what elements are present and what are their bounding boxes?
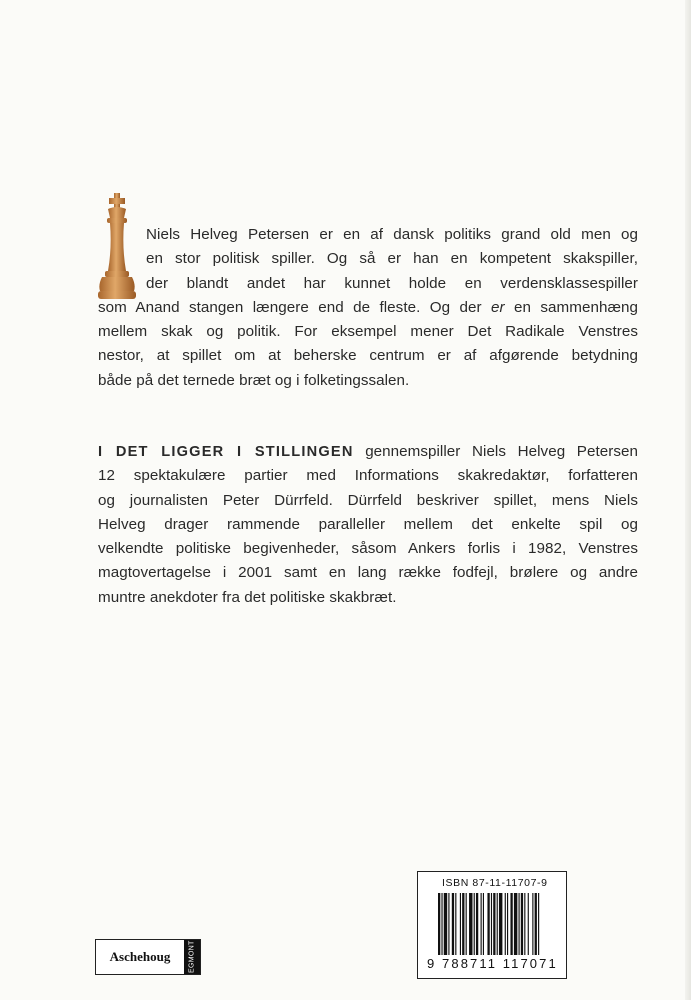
text-span: en sammenhæng: [504, 298, 638, 316]
text-line: en stor politisk spiller. Og så er han en kompetent skakspiller,: [146, 250, 638, 268]
publisher-group: EGMONT: [184, 940, 200, 974]
barcode-bar: [448, 893, 449, 955]
barcode-bar: [491, 893, 492, 955]
barcode-bar: [474, 893, 475, 955]
barcode-bar: [444, 893, 447, 955]
barcode-bar: [438, 893, 440, 955]
page-edge: [685, 0, 691, 1000]
barcode-bar: [469, 893, 472, 955]
text-line: [98, 296, 638, 320]
barcode-bar: [519, 893, 520, 955]
barcode-bar: [476, 893, 478, 955]
barcode-bar: [493, 893, 495, 955]
text-line: mellem skak og politik. For eksempel mener Det Radikale Venstres: [98, 323, 638, 341]
barcode-bar: [460, 893, 461, 955]
barcode-bar: [462, 893, 464, 955]
barcode-bar: [514, 893, 517, 955]
barcode-bar: [487, 893, 489, 955]
text-line: 12 spektakulære partier med Informations skakredaktør, forfatteren: [98, 467, 638, 485]
barcode-bar: [499, 893, 502, 955]
isbn-label: ISBN 87-11-11707-9: [442, 877, 548, 889]
barcode-bar: [528, 893, 529, 955]
publisher-logo: [95, 939, 201, 975]
barcode-bars: [438, 893, 550, 955]
isbn-barcode: [417, 871, 567, 979]
barcode-bar: [452, 893, 454, 955]
barcode-bar: [524, 893, 525, 955]
text-line: velkendte politiske begivenheder, såsom Ankers forlis i 1982, Venstres: [98, 540, 638, 558]
emphasis-text: er: [491, 298, 505, 316]
description-paragraph: [98, 440, 638, 610]
text-line: Helveg drager rammende paralleller mellem det enkelte spil og: [98, 515, 638, 533]
text-line: Niels Helveg Petersen er en af dansk politiks grand old men og: [146, 226, 638, 243]
text-line: [98, 440, 638, 464]
book-title: I DET LIGGER I STILLINGEN: [98, 444, 354, 460]
barcode-bar: [532, 893, 533, 955]
barcode-bar: [497, 893, 498, 955]
text-span: som Anand stangen længere end de fleste. Og der: [98, 298, 492, 316]
barcode-bar: [441, 893, 442, 955]
publisher-name: Aschehoug: [109, 949, 171, 964]
barcode-bar: [510, 893, 512, 955]
barcode-bar: [466, 893, 467, 955]
text-span: gennemspiller Niels Helveg Petersen: [353, 443, 638, 460]
barcode-bar: [483, 893, 484, 955]
text-line: muntre anekdoter fra det politiske skakbræt.: [98, 588, 397, 606]
text-line: både på det ternede bræt og i folketingssalen.: [98, 371, 410, 389]
text-line: der blandt andet har kunnet holde en verdensklassespiller: [146, 274, 638, 292]
barcode-bar: [455, 893, 456, 955]
text-line: og journalisten Peter Dürrfeld. Dürrfeld beskriver spillet, mens Niels: [98, 491, 638, 509]
barcode-bar: [507, 893, 508, 955]
intro-paragraph: [98, 223, 638, 393]
text-line: magtovertagelse i 2001 samt en lang række fodfejl, brølere og andre: [98, 564, 638, 582]
barcode-bar: [538, 893, 539, 955]
barcode-bar: [535, 893, 537, 955]
barcode-bar: [481, 893, 482, 955]
text-line: nestor, at spillet om at beherske centrum er af afgørende betydning: [98, 347, 638, 365]
barcode-digits: 9 788711 117071: [427, 956, 558, 971]
barcode-bar: [521, 893, 523, 955]
barcode-bar: [505, 893, 506, 955]
